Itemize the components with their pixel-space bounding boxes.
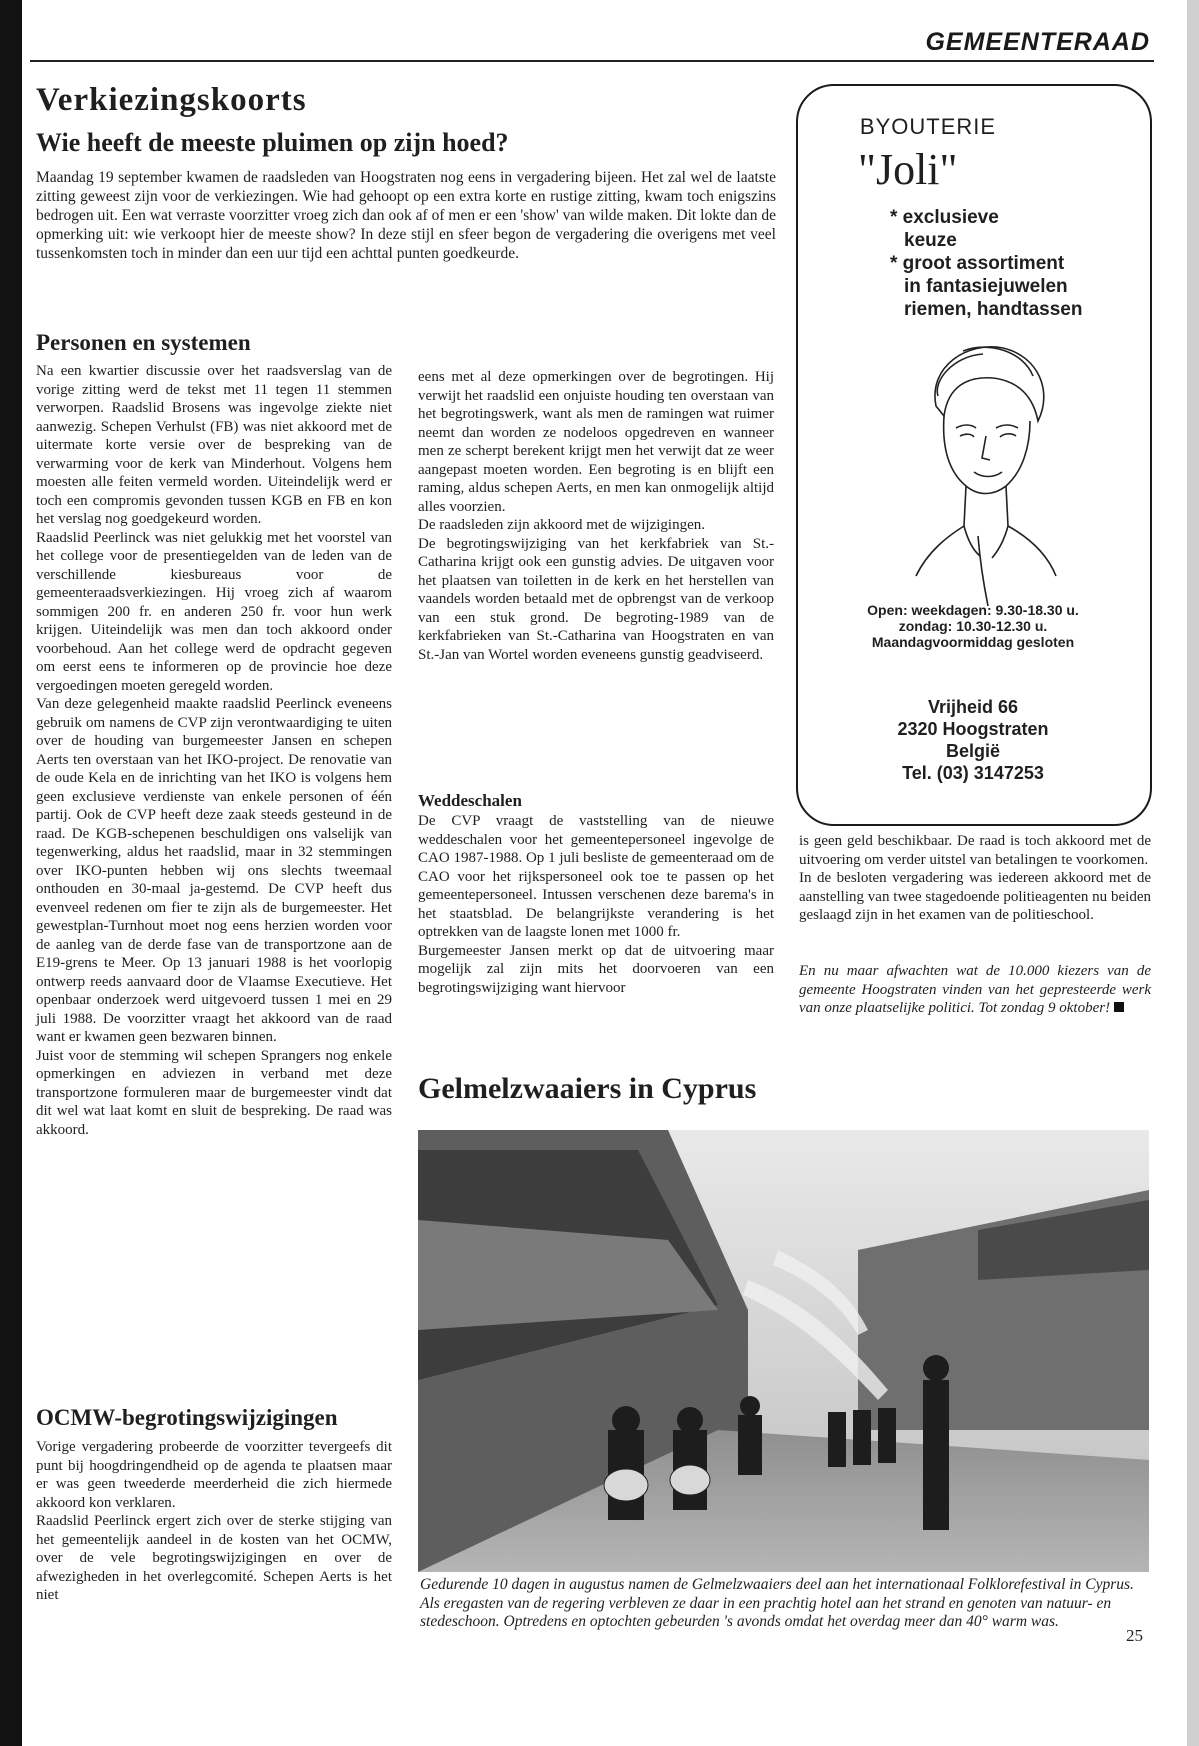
section-text-weddeschalen: De CVP vraagt de vaststelling van de nieuwe weddeschalen voor het gemeentepersoneel ingevolge de CAO 1987-1988. Op 1 juli besliste de gemeenteraad om de CAO voor het rijkspersoneel ook toe te passen op het gemeentepersoneel. Intussen verschenen deze barema's in het staatsblad. De belangrijkste verandering is het optrekken van de laagste lonen met 1000 fr. Burgemeester Jansen merkt op dat de uitvoering maar mogelijk zal zijn mits het doorvoeren van een begrotingswijziging want hiervoor	[418, 813, 774, 996]
ad-line: riemen, handtassen	[904, 299, 1083, 320]
ad-hours-line: zondag: 10.30-12.30 u.	[898, 618, 1048, 634]
ad-hours-line: Maandagvoormiddag gesloten	[871, 634, 1075, 650]
ad-line: keuze	[904, 230, 957, 251]
section-label: GEMEENTERAAD	[925, 28, 1150, 56]
ad-line: * groot assortiment	[890, 253, 1065, 274]
section-heading-personen: Personen en systemen	[36, 330, 251, 355]
article-title: Verkiezingskoorts	[36, 82, 307, 118]
ad-brand: "Joli"	[858, 145, 958, 194]
section-text-personen: Na een kwartier discussie over het raadsverslag van de vorige zitting werd de tekst met 11 tegen 11 stemmen verworpen. Raadslid Brosens was ingevolge ziekte niet aanwezig. Schepen Verhulst (FB) was niet akkoord met de uitermate korte versie over de bespreking van de verwarming voor de kerk van Minderhout. Volgens hem moesten alle feiten vermeld worden. Uiteindelijk werd er toch een compromis gevonden tussen KGB en FB en kon het verslag nog goedgekeurd worden. Raadslid Peerlinck was niet gelukkig met het voorstel van het college voor de presentiegelden van de leden van de verschillende kiesbureaus voor de gemeenteraadsverkiezingen. Hij vroeg zich af waarom sommigen 200 fr. en anderen 250 fr. voor hun werk krijgen. Uiteindelijk was men dan toch akkoord onder voorbehoud. Aan het college werd de opdracht gegeven om eerst eens te informeren op de provincie hoe deze vergoedingen moeten geregeld worden. Van deze gelegenheid maakte raadslid Peerlinck eveneens gebruik om namens de CVP zijn verontwaardiging te uiten over de houding van burgemeester Jansen en schepen Aerts ten overstaan van het IKO-project. De renovatie van de oude Kela en de inrichting van het IKO is volgens hem geen exclusieve verdienste van enkele personen of één partij. Ook de CVP heeft deze zaak steeds gesteund in de raad. De KGB-schepenen beschuldigen ons valselijk van tegenwerking, aldus het raadslid, maar in 32 stemmingen over IKO-punten hebben wij ons slechts tweemaal onthouden en 30-maal ja-gestemd. De CVP heeft dus evenveel redenen om fier te zijn als de burgemeester. Het gewestplan-Turnhout moet nog eens herzien worden voor de aanleg van de derde fase van de transportzone aan de E19-grens te Meer. Op 13 januari 1988 is het voorlopig ontwerp reeds aanvaard door de Vlaamse Executieve. Het openbaar onderzoek werd uitgevoerd tussen 1 mei en 29 juli 1988. De voorzitter vraagt het akkoord van de raad want er kwamen geen bezwaren binnen. Juist voor de stemming wil schepen Sprangers nog enkele opmerkingen en adviezen in verband met deze transportzone formuleren maar de burgemeester vindt dat dit wel wat laat komt en sluit de bespreking. De raad was akkoord.	[36, 363, 392, 1138]
ad-address-line: Tel. (03) 3147253	[902, 763, 1044, 783]
advertisement-content	[798, 86, 1146, 820]
scan-edge-right	[1187, 0, 1199, 1746]
closing-remark: En nu maar afwachten wat de 10.000 kiezers van de gemeente Hoogstraten vinden van het gepresteerde werk van onze plaatselijke politici. Tot zondag 9 oktober!	[799, 963, 1151, 1016]
ad-address	[828, 696, 1118, 784]
page-number: 25	[1126, 1626, 1143, 1645]
parade-photo-image	[418, 1130, 1149, 1572]
column2-text: eens met al deze opmerkingen over de begrotingen. Hij verwijt het raadslid een onjuiste houding ten overstaan van het begrotingswerk, want als men de ramingen wat ruimer neemt dan worden ze nodeloos opgedreven en wanneer men ze scherpt berekent krijgt men het verwijt dat ze weer aangepast moeten worden. Een begroting is en blijft een raming, aldus schepen Aerts, en men kan onmogelijk altijd alles voorzien. De raadsleden zijn akkoord met de wijzigingen. De begrotingswijziging van het kerkfabriek van St.-Catharina krijgt ook een gunstig advies. De uitgaven voor het plaatsen van toiletten in de kerk en het herstellen van vaandels worden betaald met de opbrengst van de verkoop van een stuk grond. De begroting-1989 van de kerkfabrieken van St.-Catharina van Hoogstraten en van St.-Jan van Wortel worden eveneens gunstig geadviseerd.	[418, 369, 774, 663]
ad-heading: BYOUTERIE	[859, 114, 997, 139]
ad-opening-hours	[828, 602, 1118, 650]
ad-address-line: België	[945, 741, 1001, 761]
header-rule	[30, 60, 1154, 62]
article-subtitle: Wie heeft de meeste pluimen op zijn hoed?	[36, 128, 509, 157]
ad-address-line: 2320 Hoogstraten	[897, 719, 1049, 739]
column3-text: is geen geld beschikbaar. De raad is toch akkoord met de uitvoering om verder uitstel van betalingen te voorkomen. In de besloten vergadering was iedereen akkoord met de aanstelling van twee stagedoende politieagenten nu beiden geslaagd zijn in het examen van de politieschool.	[799, 833, 1151, 923]
section-heading-weddeschalen: Weddeschalen	[418, 791, 522, 810]
ad-address-line: Vrijheid 66	[927, 697, 1019, 717]
photo-caption: Gedurende 10 dagen in augustus namen de Gelmelzwaaiers deel aan het internationaal Folklorefestival in Cyprus. Als eregasten van de regering verbleven ze daar in een prachtig hotel aan het strand en genoten van natuur- en stedeschoon. Optredens en optochten gebeurden 's avonds omdat het overdag meer dan 40° warm was.	[420, 1576, 1134, 1630]
ad-line: * exclusieve	[890, 207, 999, 228]
scan-edge	[0, 0, 22, 1746]
section-heading-ocmw: OCMW-begrotingswijzigingen	[36, 1405, 338, 1430]
section-text-ocmw: Vorige vergadering probeerde de voorzitter tevergeefs dit punt bij hoogdringendheid op de agenda te plaatsen maar er was geen tweederde meerderheid die zich hiermede akkoord kon verklaren. Raadslid Peerlinck ergert zich over de sterke stijging van het gemeentelijk aandeel in de kosten van het OCMW, over de vele begrotingswijzigingen en over de afwezigheden in het overlegcomité. Schepen Aerts is het niet	[36, 1439, 392, 1603]
ad-line: in fantasiejuwelen	[904, 276, 1068, 297]
ad-feature-list	[890, 206, 1082, 321]
ad-hours-line: Open: weekdagen: 9.30-18.30 u.	[867, 602, 1079, 618]
intro-paragraph: Maandag 19 september kwamen de raadsleden van Hoogstraten nog eens in vergadering bijeen. Het zal wel de laatste zitting geweest zijn voor de verkiezingen. Wie had gehoopt op een extra korte en rustige zitting, kwam toch enigszins bedrogen uit. Een wat verraste voorzitter vroeg zich dan ook af of men er een 'show' van wilde maken. Dit lokte dan de opmerking uit: wie verkoopt hier de meeste show? In deze stijl en sfeer begon de vergadering die overigens met veel tussenkomsten toch in minder dan een uur tijd een achttal punten goedkeurde.	[36, 169, 776, 262]
end-mark	[1114, 1002, 1124, 1012]
article2-title: Gelmelzwaaiers in Cyprus	[418, 1072, 757, 1105]
parade-photo	[418, 1130, 1149, 1572]
